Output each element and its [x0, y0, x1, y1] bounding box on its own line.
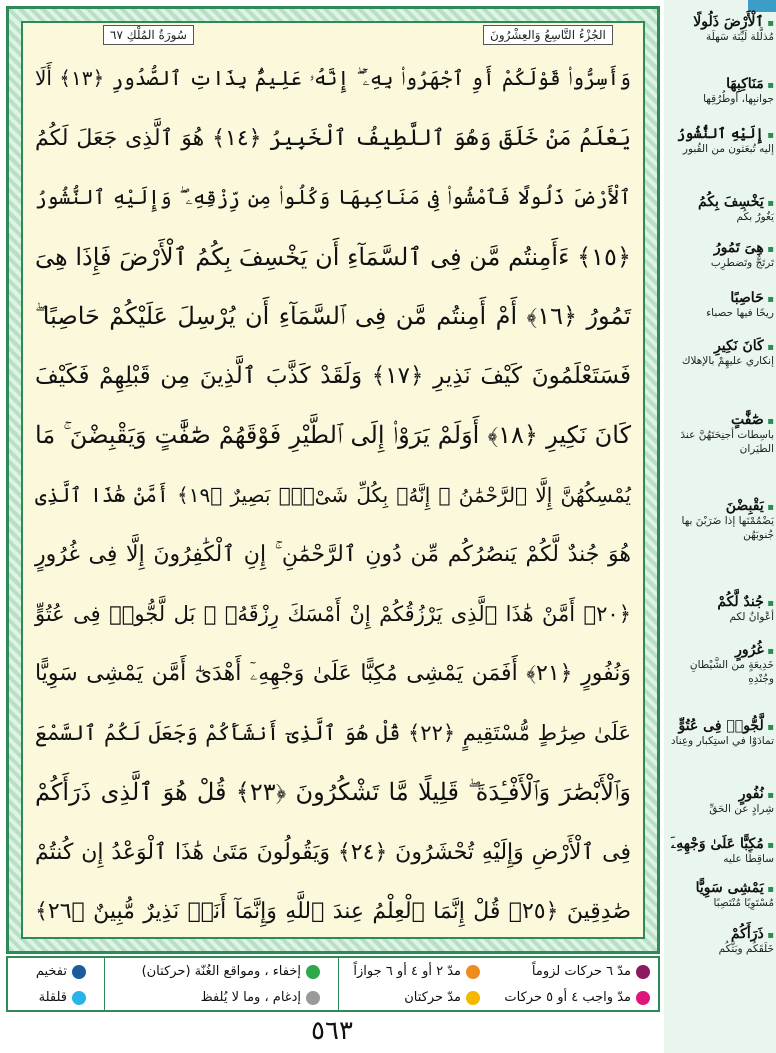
verse-line: يَعْلَمُ مَنْ خَلَقَ وَهُوَ ٱللَّطِيفُ ٱلْخَبِيرُ ﴿١٤﴾ هُوَ ٱلَّذِى جَعَلَ لَكُمُ	[35, 125, 631, 151]
legend-row	[8, 959, 658, 985]
legend-dot-icon	[466, 965, 480, 979]
page-number: ٥٦٣	[311, 1016, 353, 1046]
verse-text-area	[35, 49, 631, 931]
bookmark-tab[interactable]	[748, 0, 776, 12]
glossary-item: ▪ نُفُورٍ شِرادٍ عن الحَقِّ	[668, 786, 774, 816]
verse-line: ٱلْأَرْضَ ذَلُولًا فَٱمْشُوا۟ فِى مَنَاكِبِهَا وَكُلُوا۟ مِن رِّزْقِهِۦ ۖ وَإِلَيْهِ ٱلنُّشُورُ	[35, 185, 631, 209]
glossary-item: ▪ يَخْسِفَ بِكُمُ يَغُورُ بكُم	[668, 194, 774, 224]
legend-dot-icon	[306, 965, 320, 979]
legend-item: إخفاء ، ومواقع الغُنّة (حركتان)	[142, 959, 320, 985]
legend-item: مدّ واجب ٤ أو ٥ حركات	[504, 985, 650, 1011]
surah-title: سُورَةُ المُلْكِ ٦٧	[103, 25, 194, 45]
legend-dot-icon	[466, 991, 480, 1005]
glossary-item: ▪ حَاصِبًا ريحًا فيها حصباء	[668, 290, 774, 320]
verse-line: وَٱلْأَبْصَٰرَ وَٱلْأَفْـِٔدَةَ ۖ قَلِيلًا مَّا تَشْكُرُونَ ﴿٢٣﴾ قُلْ هُوَ ٱلَّذِى ذَرَأَكُمْ	[35, 778, 631, 806]
verse-line: صَٰدِقِينَ ﴿٢٥﴾ قُلْ إِنَّمَا ٱلْعِلْمُ عِندَ ٱللَّهِ وَإِنَّمَآ أَنَا۠ نَذِيرٌ مُّبِينٌ ﴿٢٦﴾	[35, 899, 632, 924]
verse-line: هُوَ جُندٌ لَّكُمْ يَنصُرُكُم مِّن دُونِ ٱلرَّحْمَٰنِ ۚ إِنِ ٱلْكَٰفِرُونَ إِلَّا فِى غُرُورٍ	[35, 542, 631, 567]
glossary-item: ▪ كَانَ نَكِيرِ إنكاري عليهِمْ بالإهلاك	[668, 338, 774, 368]
page-frame	[6, 6, 660, 954]
verse-line: تَمُورُ ﴿١٦﴾ أَمْ أَمِنتُم مَّن فِى ٱلسَّمَآءِ أَن يُرْسِلَ عَلَيْكُمْ حَاصِبًا ۖ	[35, 302, 631, 330]
legend-dot-icon	[72, 965, 86, 979]
legend-row	[8, 985, 658, 1011]
verse-line: كَانَ نَكِيرِ ﴿١٨﴾ أَوَلَمْ يَرَوْا۟ إِلَى ٱلطَّيْرِ فَوْقَهُمْ صَٰٓفَّٰتٍ وَيَقْبِضْنَ ۚ مَا	[35, 421, 632, 449]
glossary-item: ▪ مُكِبًّا عَلَىٰ وَجْهِهِۦٓ ساقِطًا عليه	[668, 836, 774, 866]
glossary-item: ▪ مَنَاكِبِهَا جوانبِها، أوطُرُقِها	[668, 76, 774, 106]
legend-item: تفخيم	[36, 959, 86, 985]
page-header	[23, 23, 643, 45]
glossary-item: ▪ غُرُورٍ خَدِيعَةٍ من الشَّيْطانِ وجُنْدِهِ	[668, 642, 774, 686]
glossary-item: ▪ يَمْشِى سَوِيًّا مُسْتَوِيًا مُنْتَصِبًا	[668, 880, 774, 910]
legend-dot-icon	[636, 991, 650, 1005]
legend-item: مدّ حركتان	[404, 985, 480, 1011]
verse-line: ﴿١٥﴾ ءَأَمِنتُم مَّن فِى ٱلسَّمَآءِ أَن يَخْسِفَ بِكُمُ ٱلْأَرْضَ فَإِذَا هِىَ	[35, 242, 631, 271]
verse-line: يُمْسِكُهُنَّ إِلَّا ٱلرَّحْمَٰنُ ۚ إِنَّهُۥ بِكُلِّ شَىْءٍۭ بَصِيرٌ ﴿١٩﴾ أَمَّنْ هَٰذَا ٱلَّذِى	[35, 482, 632, 507]
legend-item: إدغام ، وما لا يُلفظ	[201, 985, 320, 1011]
legend-dot-icon	[306, 991, 320, 1005]
glossary-item: ▪ صَٰٓفَّٰتٍ باسِطات أجنِحَتَهُنَّ عندَ الطيَران	[668, 412, 774, 456]
verse-line: فِى ٱلْأَرْضِ وَإِلَيْهِ تُحْشَرُونَ ﴿٢٤﴾ وَيَقُولُونَ مَتَىٰ هَٰذَا ٱلْوَعْدُ إِن كُنتُمْ	[35, 839, 631, 865]
legend-item: مدّ ٦ حركات لزوماً	[532, 959, 650, 985]
glossary-item: ▪ لَّجُّوا۟ فِى عُتُوٍّ تمادَوْا في استِكبار وعِناد	[668, 718, 774, 748]
legend-dot-icon	[72, 991, 86, 1005]
verse-line: عَلَىٰ صِرَٰطٍ مُّسْتَقِيمٍ ﴿٢٢﴾ قُلْ هُوَ ٱلَّذِىٓ أَنشَأَكُمْ وَجَعَلَ لَكُمُ ٱلسَّمْعَ	[35, 720, 631, 745]
juz-title: الجُزْءُ التَّاسِعُ وَالعِشْرُونَ	[483, 25, 613, 45]
verse-line: ﴿٢٠﴾ أَمَّنْ هَٰذَا ٱلَّذِى يَرْزُقُكُمْ إِنْ أَمْسَكَ رِزْقَهُۥ ۚ بَل لَّجُّوا۟ فِى عُتُوٍّ	[35, 601, 631, 626]
glossary-item: ▪ جُندٌ لَّكُمْ أعْوانٌ لكم	[668, 594, 774, 624]
glossary-item: ▪ يَقْبِضْنَ يَضْمُمْنَها إذا ضَرَبْنَ بها جُنوبَهُن	[668, 498, 774, 542]
verse-line: وَنُفُورٍ ﴿٢١﴾ أَفَمَن يَمْشِى مُكِبًّا عَلَىٰ وَجْهِهِۦٓ أَهْدَىٰٓ أَمَّن يَمْشِى سَوِيًّا	[35, 661, 631, 686]
glossary-item: ▪ إِلَيْهِ ٱلنُّشُورُ إليه تُبعَثون من القُبور	[668, 126, 774, 156]
glossary-item: ▪ هِىَ تَمُورُ تَرتَجُّ وتَضطرِب	[668, 240, 774, 270]
legend-item: قلقلة	[39, 985, 86, 1011]
verse-line: وَأَسِرُّوا۟ قَوْلَكُمْ أَوِ ٱجْهَرُوا۟ بِهِۦٓ ۖ إِنَّهُۥ عَلِيمٌۢ بِذَاتِ ٱلصُّدُورِ ﴿١٣﴾ أَلَا	[35, 66, 631, 90]
legend-dot-icon	[636, 965, 650, 979]
tajweed-legend	[6, 956, 660, 1012]
glossary-item: ▪ ذَرَأَكُمْ خَلَقَكُم وبَثَّكُم	[668, 926, 774, 956]
legend-item: مدّ ٢ أو ٤ أو ٦ جوازاً	[353, 959, 480, 985]
glossary-item: ▪ ٱلْأَرْضَ ذَلُولًا مُذلَّلة لَيِّنَة سَهلَة	[668, 14, 774, 44]
verse-line: فَسَتَعْلَمُونَ كَيْفَ نَذِيرِ ﴿١٧﴾ وَلَقَدْ كَذَّبَ ٱلَّذِينَ مِن قَبْلِهِمْ فَكَيْفَ	[35, 362, 631, 389]
text-panel	[21, 21, 645, 939]
glossary-sidebar	[664, 0, 776, 1053]
